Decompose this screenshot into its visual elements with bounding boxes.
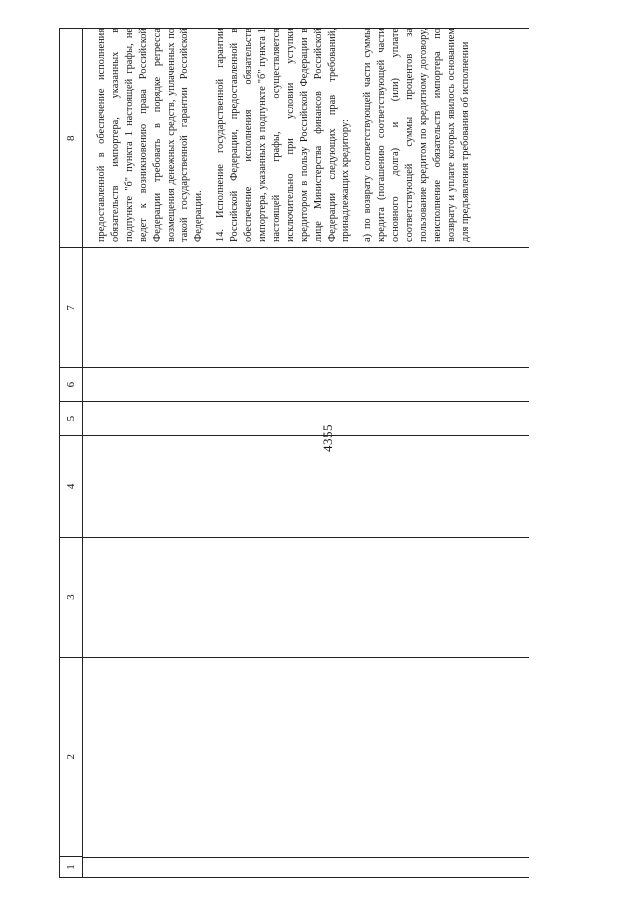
column-header-7: 7 bbox=[60, 248, 82, 368]
paragraph: предоставленной в обеспечение исполнения обязательств импортера, указанных в подпункте "б" пункта 1 настоящей графы, не ведет к возникновению права Российской Федерации требовать в порядке регресса возмещения денежных средств, уплаченных по такой государственной гарантии Российской Федерации. bbox=[96, 28, 205, 242]
paragraph: 14. Исполнение государственной гарантии Российской Федерации, предоставленной в обеспечение исполнения обязательств импортера, указанных в подпункте "б" пункта 1 настоящей графы, осуществляется исключительно при условии уступки кредитором в пользу Российской Федерации в лице Министерства финансов Российской Федерации следующих прав требований, принадлежащих кредитору: bbox=[215, 28, 352, 242]
column-header-1: 1 bbox=[65, 864, 77, 870]
column-divider bbox=[83, 435, 529, 436]
table-header-row bbox=[59, 28, 83, 878]
column-header-5: 5 bbox=[60, 402, 82, 436]
column-header-2: 2 bbox=[60, 658, 82, 858]
column-header-8: 8 bbox=[60, 29, 82, 248]
column-divider bbox=[83, 857, 529, 858]
page-number: 4355 bbox=[320, 424, 335, 452]
column-header-4: 4 bbox=[60, 436, 82, 538]
column-divider bbox=[83, 367, 529, 368]
column-divider bbox=[83, 401, 529, 402]
paragraph: а) по возврату соответствующей части суммы кредита (погашению соответствующей части основного долга) и (или) уплате соответствующей суммы процентов за пользование кредитом по кредитному договору, неисполнение обязательств импортера по возврату и уплате которых явилось основанием для предъявления требования об исполнении bbox=[362, 28, 471, 242]
column-divider bbox=[83, 247, 529, 248]
column-divider bbox=[83, 537, 529, 538]
column-8-content bbox=[95, 28, 473, 242]
column-header-3: 3 bbox=[60, 538, 82, 658]
column-header-6: 6 bbox=[60, 368, 82, 402]
column-divider bbox=[83, 877, 529, 878]
rotated-table bbox=[59, 28, 529, 878]
column-divider bbox=[83, 657, 529, 658]
